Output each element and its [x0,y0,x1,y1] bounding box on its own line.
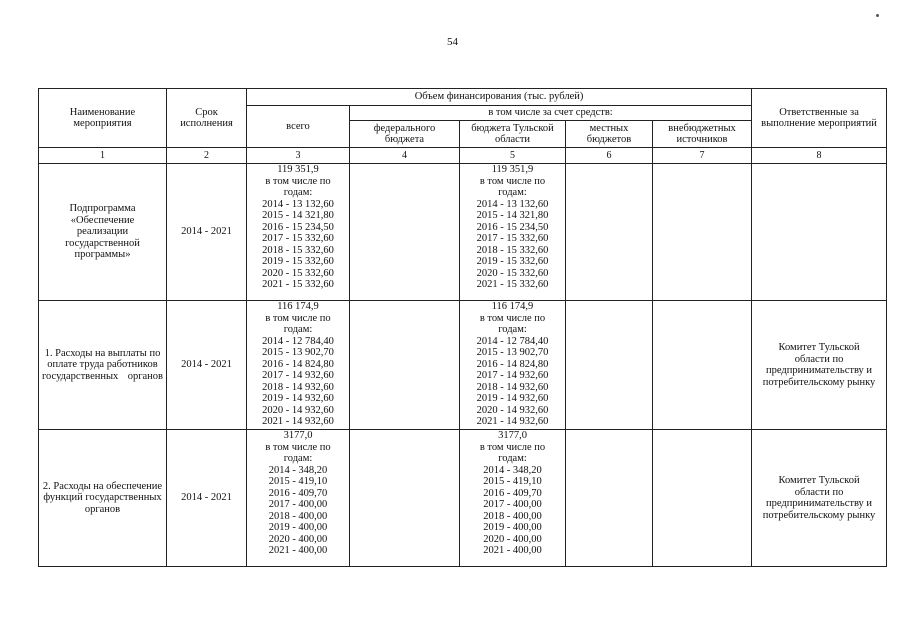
amount-line: 2015 - 419,10 [483,476,542,487]
amount-line: годам: [498,187,527,198]
row-federal [350,430,460,567]
header-regional: бюджета Тульской области [460,121,566,148]
row-offbudget [653,430,752,567]
page-number: 54 [447,36,458,48]
row-regional [460,301,566,430]
amount-line: 2016 - 409,70 [268,487,328,499]
row-regional [460,164,566,301]
column-number: 3 [247,148,350,164]
amount-line: 2020 - 15 332,60 [476,267,549,279]
amount-line: 2015 - 13 902,70 [262,347,334,358]
amount-line: в том числе по [265,312,331,324]
amount-line: 2019 - 14 932,60 [476,393,549,404]
amount-line: 2014 - 348,20 [483,464,542,476]
amount-line: 2015 - 14 321,80 [476,210,549,221]
amount-line: 2016 - 15 234,50 [476,221,549,233]
row-local [566,430,653,567]
amount-line: 116 174,9 [277,301,319,312]
column-number: 7 [653,148,752,164]
amount-line: 2017 - 14 932,60 [262,370,334,381]
amount-line: 2017 - 14 932,60 [476,370,549,381]
table-row [39,430,887,567]
row-name: 1. Расходы на выплаты по оплате труда работников государственных органов [39,301,167,430]
row-federal [350,301,460,430]
column-number: 2 [167,148,247,164]
amount-line: 2018 - 400,00 [268,510,328,522]
amount-line: 2017 - 400,00 [268,499,328,510]
amount-line: 2016 - 14 824,80 [476,358,549,370]
row-regional [460,430,566,567]
amount-line: 2018 - 14 932,60 [262,381,334,393]
header-total: всего [247,106,350,148]
row-term: 2014 - 2021 [167,164,247,301]
table-body [39,164,887,567]
row-term: 2014 - 2021 [167,430,247,567]
amount-line: 116 174,9 [491,301,534,312]
header-responsible: Ответственные за выполнение мероприятий [752,89,887,148]
amount-line: 2017 - 15 332,60 [476,233,549,244]
row-local [566,164,653,301]
amount-line: 2021 - 14 932,60 [476,416,549,427]
amount-line: 2021 - 400,00 [268,545,328,556]
amount-line: 3177,0 [283,430,313,441]
table-row [39,301,887,430]
amount-line: 2014 - 13 132,60 [262,198,334,210]
financing-table [38,88,887,567]
column-number: 1 [39,148,167,164]
row-name: Подпрограмма «Обеспечение реализации государственной программы» [39,164,167,301]
amount-line: годам: [283,324,313,335]
amount-line: 119 351,9 [491,164,534,175]
amount-line: в том числе по [479,175,546,187]
amount-line: годам: [498,453,527,464]
row-total [247,301,350,430]
amount-line: 2016 - 15 234,50 [262,221,334,233]
row-total [247,430,350,567]
column-number: 8 [752,148,887,164]
amount-line: 2016 - 409,70 [483,487,542,499]
header-offbudget: внебюджетных источников [653,121,752,148]
amount-line: 2020 - 400,00 [268,533,328,545]
amount-line: 2019 - 400,00 [483,522,542,533]
amount-line: 119 351,9 [277,164,319,175]
header-term: Срок исполнения [167,89,247,148]
amount-line: в том числе по [265,175,331,187]
row-responsible: Комитет Тульской области по предпринимательству и потребительскому рынку [752,430,887,567]
amount-line: годам: [283,187,313,198]
row-offbudget [653,301,752,430]
amount-line: 2019 - 400,00 [268,522,328,533]
amount-line: 2020 - 14 932,60 [262,404,334,416]
amount-line: 2018 - 400,00 [483,510,542,522]
amount-line: 2017 - 400,00 [483,499,542,510]
amount-line: 2017 - 15 332,60 [262,233,334,244]
header-including: в том числе за счет средств: [350,106,752,121]
row-offbudget [653,164,752,301]
row-responsible: Комитет Тульской области по предпринимательству и потребительскому рынку [752,301,887,430]
amount-line: 2019 - 15 332,60 [476,256,549,267]
column-number: 6 [566,148,653,164]
header-local: местных бюджетов [566,121,653,148]
row-term: 2014 - 2021 [167,301,247,430]
amount-line: 2018 - 15 332,60 [262,244,334,256]
amount-line: 2014 - 348,20 [268,464,328,476]
table-row [39,164,887,301]
amount-line: 2021 - 400,00 [483,545,542,556]
amount-line: 2020 - 14 932,60 [476,404,549,416]
amount-line: 2021 - 15 332,60 [476,279,549,290]
amount-line: в том числе по [479,441,546,453]
header-name: Наименование мероприятия [39,89,167,148]
amount-line: 2015 - 14 321,80 [262,210,334,221]
amount-line: 2015 - 13 902,70 [476,347,549,358]
row-total [247,164,350,301]
amount-line: 2016 - 14 824,80 [262,358,334,370]
row-name: 2. Расходы на обеспечение функций государственных органов [39,430,167,567]
amount-line: 2014 - 12 784,40 [476,335,549,347]
amount-line: 2018 - 14 932,60 [476,381,549,393]
column-number-row [39,148,887,164]
amount-line: 2014 - 13 132,60 [476,198,549,210]
row-responsible [752,164,887,301]
row-local [566,301,653,430]
amount-line: 2014 - 12 784,40 [262,335,334,347]
amount-line: 2018 - 15 332,60 [476,244,549,256]
amount-line: в том числе по [265,441,331,453]
header-federal: федерального бюджета [350,121,460,148]
amount-line: 3177,0 [498,430,527,441]
column-number: 5 [460,148,566,164]
amount-line: 2020 - 400,00 [483,533,542,545]
amount-line: 2015 - 419,10 [268,476,328,487]
amount-line: годам: [498,324,527,335]
amount-line: 2021 - 14 932,60 [262,416,334,427]
amount-line: 2019 - 15 332,60 [262,256,334,267]
amount-line: 2019 - 14 932,60 [262,393,334,404]
amount-line: 2020 - 15 332,60 [262,267,334,279]
amount-line: 2021 - 15 332,60 [262,279,334,290]
header-volume: Объем финансирования (тыс. рублей) [247,89,752,106]
amount-line: в том числе по [479,312,546,324]
column-number: 4 [350,148,460,164]
scan-speck [876,14,879,17]
amount-line: годам: [283,453,313,464]
row-federal [350,164,460,301]
